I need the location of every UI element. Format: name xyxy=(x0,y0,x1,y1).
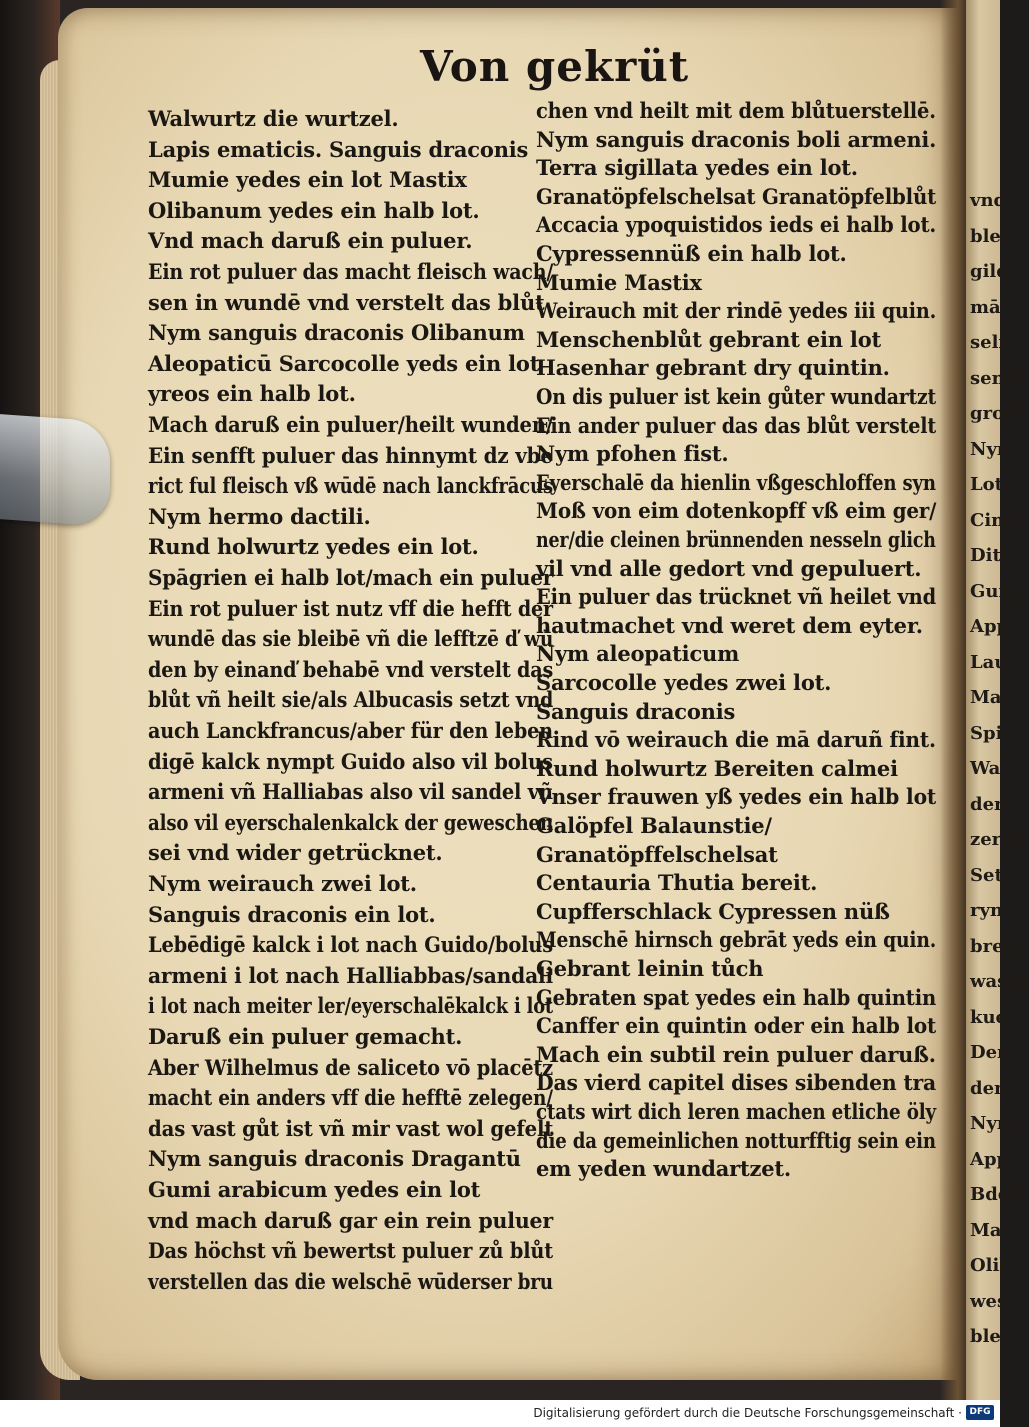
text-line: Ein puluer das trücknet vñ heilet vnd xyxy=(536,584,936,610)
footer-credit: Digitalisierung gefördert durch die Deutsche Forschungsgemeinschaft · xyxy=(533,1406,962,1420)
text-line: ctats wirt dich leren machen etliche öly xyxy=(536,1099,936,1124)
text-line: den by einanď behabē vnd verstelt das xyxy=(148,656,554,682)
text-line: Granatöpfelschelsat Granatöpfelblůt xyxy=(536,183,937,209)
text-line: Spāgrien ei halb lot/mach ein puluer xyxy=(148,565,554,590)
text-line: Moß von eim dotenkopff vß eim ger/ xyxy=(536,498,937,524)
text-line: Aleopaticū Sarcocolle yeds ein lot xyxy=(148,350,540,376)
text-line: Mumie yedes ein lot Mastix xyxy=(148,167,467,193)
right-page-fragment: Mas xyxy=(970,687,1012,708)
right-page-fragment: wasse xyxy=(970,971,1029,992)
right-page-fragment: Mas xyxy=(970,1219,1012,1241)
text-line: Granatöpffelschelsat xyxy=(536,841,778,867)
text-line: sei vnd wider getrücknet. xyxy=(148,840,443,866)
right-page-fragment: bren xyxy=(970,935,1017,957)
text-line: Olibanum yedes ein halb lot. xyxy=(148,197,480,223)
text-line: Ein rot puluer das macht fleisch wach/ xyxy=(148,259,554,284)
right-page-fragment: Bdell xyxy=(970,1184,1023,1205)
text-line: ner/die cleinen brünnenden nesseln glich xyxy=(536,527,936,552)
text-line: sen in wundē vnd verstelt das blůt xyxy=(148,289,545,315)
right-page-fragment: gild xyxy=(970,261,1009,282)
text-line: Nym hermo dactili. xyxy=(148,503,371,529)
text-line: chen vnd heilt mit dem blůtuerstellē. xyxy=(536,98,936,123)
page-title: Von gekrüt xyxy=(420,42,690,91)
right-page-fragment: zerst xyxy=(970,829,1020,850)
text-line: Canffer ein quintin oder ein halb lot xyxy=(536,1013,937,1039)
text-line: Gebraten spat yedes ein halb quintin xyxy=(536,984,937,1010)
text-line: Terra sigillata yedes ein lot. xyxy=(536,155,858,181)
text-line: vnd mach daruß gar ein rein puluer xyxy=(148,1207,553,1233)
text-line: Gumi arabicum yedes ein lot xyxy=(148,1177,481,1202)
right-page-fragment: Olib xyxy=(970,1255,1012,1276)
text-line: Nym sanguis draconis Dragantū xyxy=(148,1146,521,1172)
text-line: Vnser frauwen yß yedes ein halb lot xyxy=(536,784,937,810)
footer-bar xyxy=(0,1400,1000,1427)
text-line: Ein ander puluer das das blůt verstelt xyxy=(536,412,937,438)
text-line: das vast gůt ist vñ mir vast wol gefelt xyxy=(148,1115,554,1141)
right-page-fragment: seln xyxy=(970,332,1012,353)
text-line: Mumie Mastix xyxy=(536,269,702,295)
text-line: Daruß ein puluer gemacht. xyxy=(148,1024,463,1049)
right-page-fragment: wes xyxy=(970,1290,1008,1312)
right-page-fragment: blei xyxy=(970,225,1008,247)
text-line: Rund holwurtz Bereiten calmei xyxy=(536,755,898,781)
right-page-fragment: send xyxy=(970,367,1018,389)
text-line: i lot nach meiter ler/eyerschalēkalck i lot xyxy=(148,993,553,1019)
text-line: die da gemeinlichen notturfftig sein ein xyxy=(536,1127,936,1153)
text-line: Galöpfel Balaunstie/ xyxy=(536,813,772,838)
text-line: Menschē hirnsch gebrāt yeds ein quin. xyxy=(536,927,937,953)
text-line: Lebēdigē kalck i lot nach Guido/bolus xyxy=(148,932,554,958)
text-line: Ein senfft puluer das hinnymt dz vbe xyxy=(148,442,553,468)
right-page-fragment: den xyxy=(970,793,1008,815)
text-line: Menschenblůt gebrant ein lot xyxy=(536,326,882,352)
text-line: armeni vñ Halliabas also vil sandel vñ xyxy=(148,779,553,805)
text-line: Nym pfohen fist. xyxy=(536,441,729,467)
text-line: em yeden wundartzet. xyxy=(536,1156,792,1182)
right-page-fragment: Was xyxy=(970,758,1011,779)
text-line: Cupfferschlack Cypressen nüß xyxy=(536,898,890,924)
text-line: Das höchst vñ bewertst puluer zů blůt xyxy=(148,1238,553,1264)
text-line: Rund holwurtz yedes ein lot. xyxy=(148,534,479,560)
right-page-edge xyxy=(966,0,1029,1400)
left-page xyxy=(58,8,963,1380)
text-line: Gebrant leinin tůch xyxy=(536,956,764,981)
text-line: Lapis ematicis. Sanguis draconis xyxy=(148,136,529,162)
text-line: Accacia ypoquistidos ieds ei halb lot. xyxy=(536,212,937,238)
text-line: Nym aleopaticum xyxy=(536,641,740,667)
right-page-fragment: mā xyxy=(970,296,1001,318)
right-page-fragment: App xyxy=(970,1148,1010,1170)
right-page-fragment: Ditt xyxy=(970,545,1010,566)
text-line: Hasenhar gebrant dry quintin. xyxy=(536,355,890,381)
text-line: Cypressennüß ein halb lot. xyxy=(536,241,847,266)
text-line: Centauria Thutia bereit. xyxy=(536,870,818,896)
text-line: Sanguis draconis ein lot. xyxy=(148,901,436,927)
text-line: armeni i lot nach Halliabbas/sandali xyxy=(148,962,553,988)
text-line: Nym weirauch zwei lot. xyxy=(148,871,417,896)
text-line: Walwurtz die wurtzel. xyxy=(148,106,399,131)
text-line: rict ful fleisch vß wūdē nach lanckfrācus xyxy=(148,473,553,499)
right-page-fragment: den xyxy=(970,1077,1008,1099)
right-page-fragment: Gum xyxy=(970,580,1018,602)
text-line: Mach daruß ein puluer/heilt wunden/ xyxy=(148,412,553,437)
text-line: Mach ein subtil rein puluer daruß. xyxy=(536,1041,936,1067)
text-line: Nym sanguis draconis Olibanum xyxy=(148,320,525,346)
glass-bookmark xyxy=(0,414,110,527)
right-page-fragment: Nym xyxy=(970,1113,1016,1134)
text-line: Weirauch mit der rindē yedes iii quin. xyxy=(536,298,937,324)
text-line: Das vierd capitel dises sibenden tra xyxy=(536,1070,937,1096)
text-line: Rind vō weirauch die mā daruñ fint. xyxy=(536,727,936,753)
right-page-fragment: vnd xyxy=(970,190,1007,211)
right-page-fragment: Nym xyxy=(970,438,1016,460)
right-page-fragment: Lots xyxy=(970,474,1014,495)
text-line: verstellen das die welschē wūderser bru xyxy=(148,1268,553,1294)
text-line: hautmachet vnd weret dem eyter. xyxy=(536,612,923,638)
right-page-fragment: App xyxy=(970,616,1010,637)
text-line: Nym sanguis draconis boli armeni. xyxy=(536,126,937,152)
text-line: Sarcocolle yedes zwei lot. xyxy=(536,670,832,695)
right-page-fragment: Spic xyxy=(970,722,1014,744)
text-line: Aber Wilhelmus de saliceto vō placētz xyxy=(148,1054,553,1080)
text-line: also vil eyerschalenkalck der geweschen xyxy=(148,809,554,835)
right-page-fragment: kue xyxy=(970,1006,1008,1028)
text-line: Eyerschalē da hienlin vßgeschloffen syn xyxy=(536,469,936,495)
text-line: blůt vñ heilt sie/als Albucasis setzt vnd xyxy=(148,687,554,713)
text-line: Ein rot puluer ist nutz vff die hefft der xyxy=(148,595,553,621)
text-line: Vnd mach daruß ein puluer. xyxy=(148,228,473,254)
right-page-fragment: Cina xyxy=(970,509,1016,531)
text-line: macht ein anders vff die hefftē zelegen/ xyxy=(148,1085,553,1111)
text-line: auch Lanckfrancus/aber für den leben xyxy=(148,718,553,743)
right-page-fragment: Lau xyxy=(970,651,1008,673)
text-line: yreos ein halb lot. xyxy=(148,381,356,407)
text-line: Sanguis draconis xyxy=(536,698,736,724)
dfg-logo: DFG xyxy=(966,1405,994,1420)
text-line: wundē das sie bleibē vñ die lefftzē ď wū xyxy=(148,626,554,652)
text-line: On dis puluer ist kein gůter wundartzt xyxy=(536,384,937,409)
right-page-fragment: blei xyxy=(970,1326,1008,1347)
right-page-fragment: Den xyxy=(970,1042,1011,1063)
text-line: vil vnd alle gedort vnd gepuluert. xyxy=(536,555,922,581)
right-page-fragment: Set xyxy=(970,864,1003,886)
right-page-fragment: groß xyxy=(970,403,1018,424)
right-page-fragment: ryn xyxy=(970,900,1004,921)
text-line: digē kalck nympt Guido also vil bolus xyxy=(148,748,553,774)
